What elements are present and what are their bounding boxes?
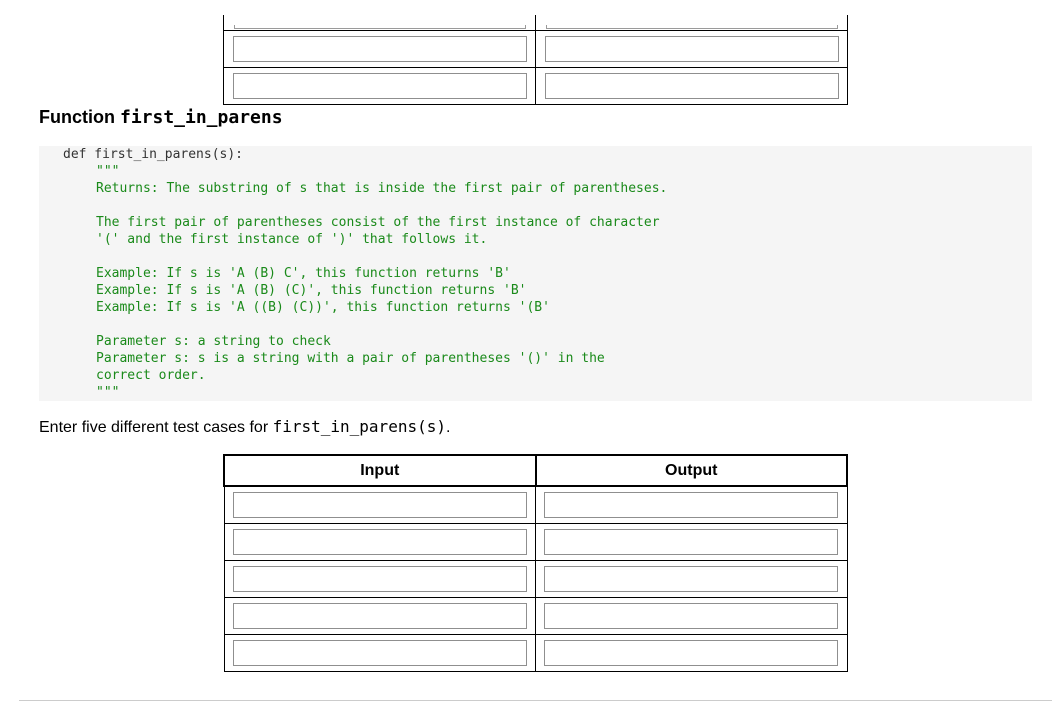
input-column-header: Input	[224, 455, 536, 486]
test-input-field-3[interactable]	[233, 566, 527, 592]
test-output-field-2[interactable]	[544, 529, 838, 555]
previous-cut-cell	[224, 15, 536, 31]
docstring-line: """	[96, 164, 120, 179]
docstring-line: Returns: The substring of s that is inside the first pair of parentheses.	[96, 181, 668, 196]
test-output-field-5[interactable]	[544, 640, 838, 666]
previous-input-field[interactable]	[233, 36, 527, 62]
previous-test-table	[223, 15, 848, 105]
instructions-code: first_in_parens(s)	[272, 417, 446, 436]
docstring-line: Example: If s is 'A (B) C', this function returns 'B'	[96, 266, 511, 281]
table-row	[224, 31, 848, 68]
code-block	[39, 146, 1032, 401]
test-output-field-4[interactable]	[544, 603, 838, 629]
docstring-line: The first pair of parentheses consist of the first instance of character	[96, 215, 660, 230]
docstring-line: '(' and the first instance of ')' that follows it.	[96, 232, 488, 247]
previous-output-field[interactable]	[545, 36, 839, 62]
test-output-field-3[interactable]	[544, 566, 838, 592]
output-column-header: Output	[536, 455, 848, 486]
table-row	[224, 524, 847, 561]
previous-output-field[interactable]	[545, 73, 839, 99]
function-name: first_in_parens	[119, 107, 283, 128]
bottom-divider	[19, 700, 1052, 701]
test-case-table	[223, 454, 848, 672]
instructions	[39, 417, 450, 437]
docstring-line: Example: If s is 'A ((B) (C))', this function returns '(B'	[96, 300, 550, 315]
test-input-field-4[interactable]	[233, 603, 527, 629]
docstring-line: Parameter s: a string to check	[96, 334, 331, 349]
test-input-field-2[interactable]	[233, 529, 527, 555]
test-input-field-1[interactable]	[233, 492, 527, 518]
instructions-text: Enter five different test cases for	[39, 419, 273, 436]
table-row	[224, 561, 847, 598]
table-row	[224, 486, 847, 524]
table-row	[224, 68, 848, 105]
table-row	[224, 635, 847, 672]
table-row	[224, 598, 847, 635]
instructions-suffix: .	[445, 419, 451, 436]
docstring-line: correct order.	[96, 368, 206, 383]
docstring-line: """	[96, 385, 120, 400]
test-output-field-1[interactable]	[544, 492, 838, 518]
previous-input-field[interactable]	[233, 73, 527, 99]
function-signature: def first_in_parens(s):	[63, 147, 244, 162]
function-heading-prefix: Function	[39, 107, 120, 127]
docstring-line: Parameter s: s is a string with a pair of parentheses '()' in the	[96, 351, 605, 366]
test-input-field-5[interactable]	[233, 640, 527, 666]
function-heading	[39, 107, 283, 128]
table-header-row	[224, 455, 847, 486]
docstring-line: Example: If s is 'A (B) (C)', this function returns 'B'	[96, 283, 527, 298]
previous-cut-cell	[536, 15, 848, 31]
